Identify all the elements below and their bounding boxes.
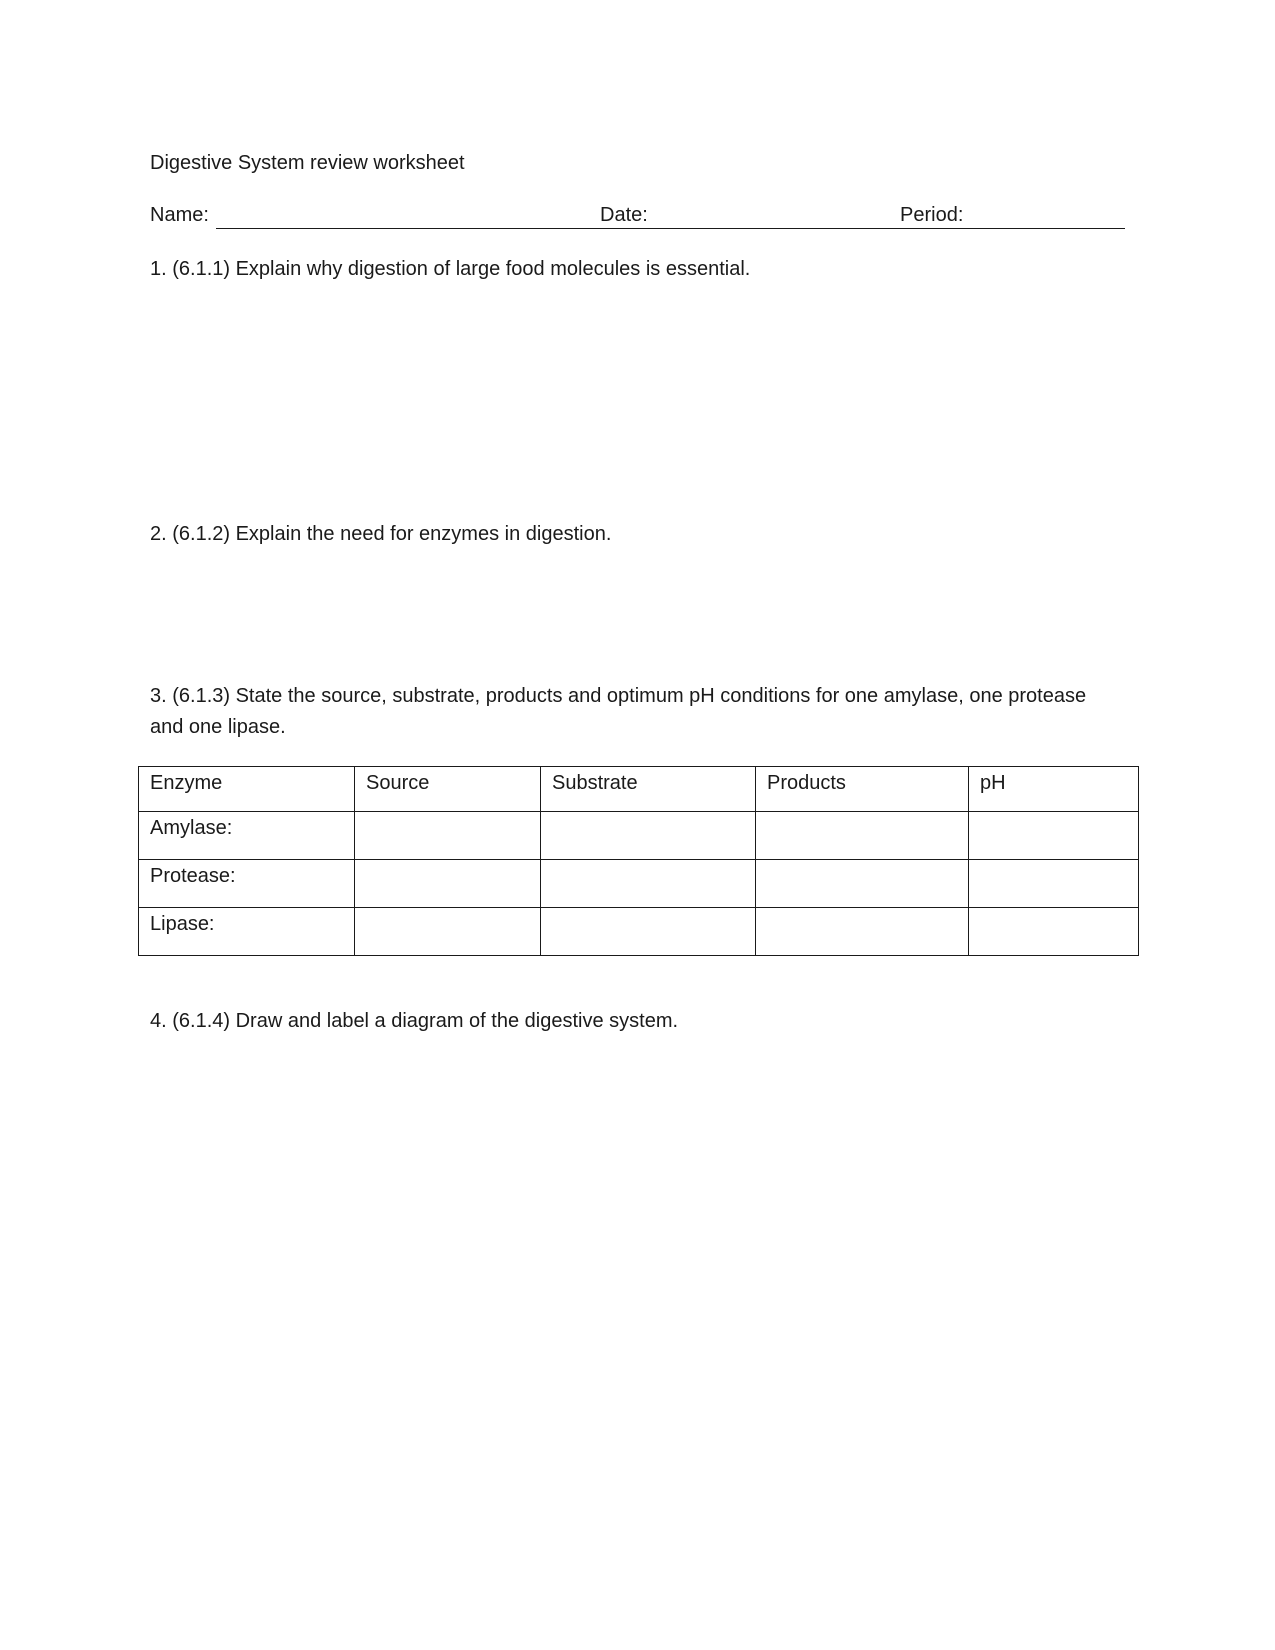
- products-answer-cell[interactable]: [756, 860, 969, 908]
- name-date-period-line[interactable]: [216, 228, 1125, 229]
- student-info-row: [150, 200, 1125, 232]
- question-2: 2. (6.1.2) Explain the need for enzymes in digestion.: [150, 523, 612, 545]
- source-answer-cell[interactable]: [355, 812, 541, 860]
- enzyme-name-cell: Amylase:: [139, 812, 355, 860]
- name-label: Name:: [150, 204, 209, 226]
- ph-answer-cell[interactable]: [969, 908, 1139, 956]
- table-header-cell: Products: [756, 767, 969, 812]
- question-1: 1. (6.1.1) Explain why digestion of large food molecules is essential.: [150, 258, 751, 280]
- enzyme-table: [138, 766, 1139, 956]
- table-header-cell: Enzyme: [139, 767, 355, 812]
- ph-answer-cell[interactable]: [969, 812, 1139, 860]
- worksheet-title: Digestive System review worksheet: [150, 152, 465, 174]
- substrate-answer-cell[interactable]: [541, 908, 756, 956]
- table-row: [139, 812, 1139, 860]
- products-answer-cell[interactable]: [756, 908, 969, 956]
- question-4: 4. (6.1.4) Draw and label a diagram of the digestive system.: [150, 1010, 679, 1032]
- source-answer-cell[interactable]: [355, 908, 541, 956]
- substrate-answer-cell[interactable]: [541, 860, 756, 908]
- substrate-answer-cell[interactable]: [541, 812, 756, 860]
- question-3: 3. (6.1.3) State the source, substrate, products and optimum pH conditions for one amylase, one protease and one lipase.: [150, 685, 1087, 738]
- table-header-row: [139, 767, 1139, 812]
- products-answer-cell[interactable]: [756, 812, 969, 860]
- date-label: Date:: [600, 204, 648, 226]
- table-header-cell: pH: [969, 767, 1139, 812]
- table-row: [139, 908, 1139, 956]
- source-answer-cell[interactable]: [355, 860, 541, 908]
- table-header-cell: Source: [355, 767, 541, 812]
- table-header-cell: Substrate: [541, 767, 756, 812]
- ph-answer-cell[interactable]: [969, 860, 1139, 908]
- period-label: Period:: [900, 204, 964, 226]
- table-row: [139, 860, 1139, 908]
- enzyme-name-cell: Protease:: [139, 860, 355, 908]
- enzyme-name-cell: Lipase:: [139, 908, 355, 956]
